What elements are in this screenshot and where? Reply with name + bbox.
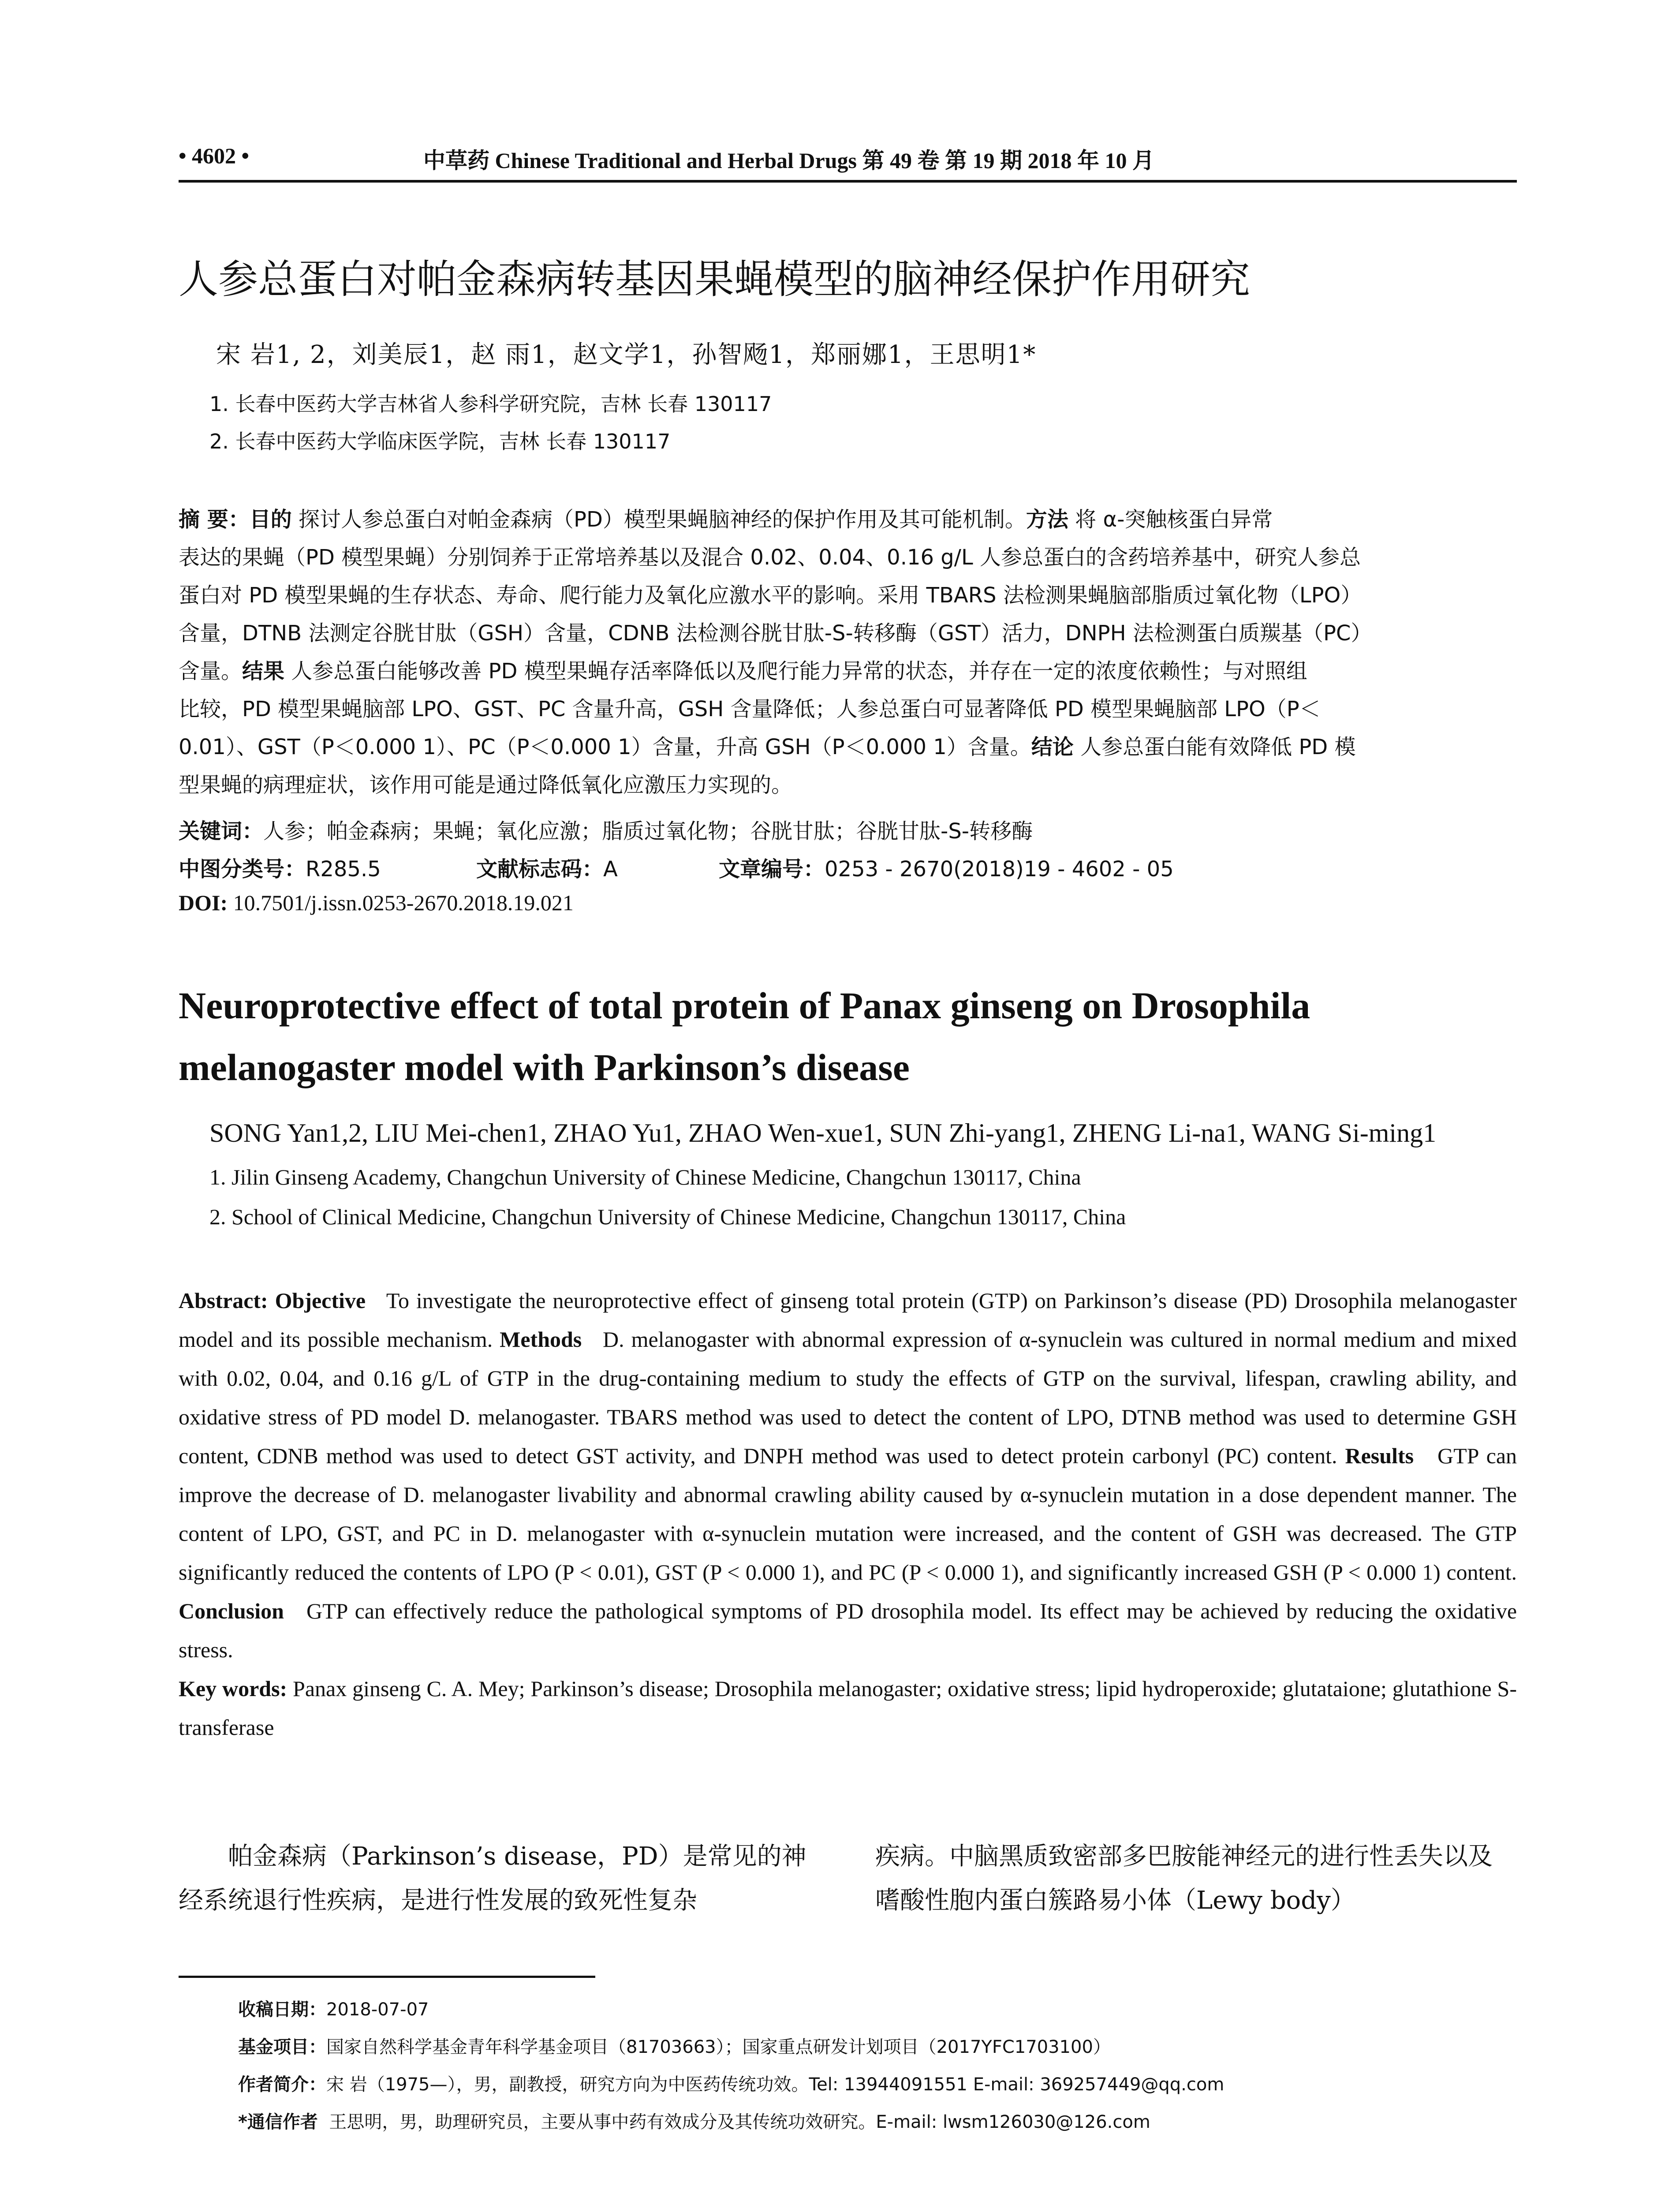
en-keywords-text: Panax ginseng C. A. Mey; Parkinson’s disease; Drosophila melanogaster; oxidative stress; lipid hydroperoxide; glutataione; glutathione S-transferase	[179, 1676, 1517, 1740]
body-paragraph: 疾病。中脑黑质致密部多巴胺能神经元的进行性丢失以及嗜酸性胞内蛋白簇路易小体（Lewy body）	[875, 1842, 1493, 1915]
en-results-text: GTP can improve the decrease of D. melanogaster livability and abnormal crawling ability caused by α-synuclein mutation in a dose dependent manner. The content of LPO, GST, and PC in D. melanogaster with α-synuclein mutation were increased, and the content of GSH was decreased. The GTP significantly reduced the contents of LPO (P < 0.01), GST (P < 0.000 1), and PC (P < 0.000 1), and significantly increased GSH (P < 0.000 1) content.	[179, 1443, 1517, 1585]
cn-keywords-label: 关键词：	[179, 819, 264, 844]
en-title: Neuroprotective effect of total protein of Panax ginseng on Drosophila melanogaster model with Parkinson’s disease	[179, 984, 1310, 1088]
cn-abstract-line-1	[179, 506, 1517, 533]
cn-clc	[179, 852, 381, 882]
cn-clc-label: 中图分类号：	[179, 857, 306, 882]
cn-clc-value: R285.5	[306, 857, 381, 882]
cn-abstract-text: 探讨人参总蛋白对帕金森病（PD）模型果蝇脑神经的保护作用及其可能机制。	[291, 507, 1026, 532]
cn-article-no-label: 文章编号：	[719, 857, 825, 882]
cn-affiliation-1: 1. 长春中医药大学吉林省人参科学研究院，吉林 长春 130117	[209, 392, 772, 416]
cn-abstract-text: 含量。	[179, 659, 243, 684]
footnote-author-label: 作者简介：	[238, 2074, 326, 2095]
body-left-column	[179, 1835, 820, 1923]
footnote-fund	[238, 2033, 1111, 2058]
cn-keywords-text: 人参；帕金森病；果蝇；氧化应激；脂质过氧化物；谷胱甘肽；谷胱甘肽-S-转移酶	[263, 819, 1033, 844]
en-authors: SONG Yan1,2, LIU Mei-chen1, ZHAO Yu1, ZHAO Wen-xue1, SUN Zhi-yang1, ZHENG Li-na1, WANG Si-ming1	[209, 1118, 1437, 1147]
page-number: • 4602 •	[179, 143, 250, 168]
footnote-corresponding-value: 王思明，男，助理研究员，主要从事中药有效成分及其传统功效研究。E-mail: lwsm126030@126.com	[329, 2112, 1150, 2132]
en-abstract-label: Abstract: Objective	[179, 1288, 366, 1313]
cn-doc-code-value: A	[603, 857, 618, 882]
en-keywords	[179, 1669, 1517, 1747]
cn-affiliation-2: 2. 长春中医药大学临床医学院，吉林 长春 130117	[209, 430, 671, 453]
en-methods-text: D. melanogaster with abnormal expression of α-synuclein was cultured in normal medium and mixed with 0.02, 0.04, and 0.16 g/L of GTP in the drug-containing medium to study the effects of GTP on the survival, lifespan, crawling ability, and oxidative stress of PD model D. melanogaster. TBARS method was used to detect the content of LPO, DTNB method was used to determine GSH content, CDNB method was used to detect GST activity, and DNPH method was used to detect protein carbonyl (PC) content.	[179, 1327, 1517, 1468]
cn-abstract-text: 0.01）、GST（P＜0.000 1）、PC（P＜0.000 1）含量，升高 GSH（P＜0.000 1）含量。	[179, 735, 1031, 759]
cn-abstract-line-3: 蛋白对 PD 模型果蝇的生存状态、寿命、爬行能力及氧化应激水平的影响。采用 TBARS 法检测果蝇脑部脂质过氧化物（LPO）	[179, 583, 1362, 608]
en-methods-label: Methods	[500, 1327, 582, 1352]
footnote-author-value: 宋 岩（1975—），男，副教授，研究方向为中医药传统功效。Tel: 13944091551 E-mail: 369257449@qq.com	[326, 2074, 1225, 2095]
en-affiliation-1: 1. Jilin Ginseng Academy, Changchun University of Chinese Medicine, Changchun 130117, China	[209, 1165, 1081, 1189]
cn-abstract-line-6: 比较，PD 模型果蝇脑部 LPO、GST、PC 含量升高，GSH 含量降低；人参总蛋白可显著降低 PD 模型果蝇脑部 LPO（P＜	[179, 697, 1321, 721]
footnote-received-value: 2018-07-07	[326, 1999, 429, 2020]
cn-objective-label: 目的	[249, 507, 292, 532]
en-abstract	[179, 1281, 1517, 1747]
en-affiliation-2: 2. School of Clinical Medicine, Changchun University of Chinese Medicine, Changchun 130117, China	[209, 1204, 1126, 1229]
cn-abstract-line-8: 型果蝇的病理症状，该作用可能是通过降低氧化应激压力实现的。	[179, 773, 793, 797]
running-header	[179, 140, 1517, 183]
en-objective-text: To investigate the neuroprotective effect of ginseng total protein (GTP) on Parkinson’s disease (PD) Drosophila melanogaster model and its possible mechanism.	[179, 1288, 1517, 1352]
cn-methods-label: 方法	[1026, 507, 1068, 532]
cn-doc-code-label: 文献标志码：	[476, 857, 604, 882]
footnote-author	[238, 2070, 1224, 2096]
cn-doi-label: DOI:	[179, 890, 228, 915]
en-abstract-paragraph	[179, 1281, 1517, 1669]
footnote-fund-value: 国家自然科学基金青年科学基金项目（81703663）；国家重点研发计划项目（2017YFC1703100）	[326, 2037, 1111, 2057]
cn-doi-value: 10.7501/j.issn.0253-2670.2018.19.021	[233, 890, 574, 915]
footnote-received-label: 收稿日期：	[238, 1999, 326, 2020]
body-right-column	[875, 1835, 1517, 1923]
footnote-fund-label: 基金项目：	[238, 2037, 326, 2057]
cn-conclusion-label: 结论	[1031, 735, 1074, 759]
footnote-rule	[179, 1976, 595, 1978]
cn-authors: 宋 岩1, 2，刘美辰1，赵 雨1，赵文学1，孙智飏1，郑丽娜1，王思明1*	[216, 340, 1037, 369]
cn-title: 人参总蛋白对帕金森病转基因果蝇模型的脑神经保护作用研究	[179, 256, 1250, 303]
en-conclusion-label: Conclusion	[179, 1599, 284, 1623]
cn-doc-code	[476, 852, 618, 882]
cn-abstract-text: 人参总蛋白能有效降低 PD 模	[1073, 735, 1356, 759]
footnote-corresponding	[238, 2108, 1150, 2133]
footnote-corresponding-label: *通信作者	[238, 2112, 318, 2132]
cn-results-label: 结果	[242, 659, 285, 684]
en-conclusion-text: GTP can effectively reduce the pathological symptoms of PD drosophila model. Its effect may be achieved by reducing the oxidative stress.	[179, 1599, 1517, 1662]
footnote-received	[238, 1996, 429, 2021]
en-keywords-label: Key words:	[179, 1676, 287, 1701]
cn-article-no-value: 0253 - 2670(2018)19 - 4602 - 05	[825, 857, 1174, 882]
cn-keywords	[179, 814, 1033, 845]
cn-abstract-text: 人参总蛋白能够改善 PD 模型果蝇存活率降低以及爬行能力异常的状态，并存在一定的浓度依赖性；与对照组	[284, 659, 1307, 684]
cn-abstract-line-2: 表达的果蝇（PD 模型果蝇）分别饲养于正常培养基以及混合 0.02、0.04、0.16 g/L 人参总蛋白的含药培养基中，研究人参总	[179, 545, 1361, 570]
cn-abstract-label: 摘 要：	[179, 507, 250, 532]
body-paragraph: 帕金森病（Parkinson’s disease，PD）是常见的神经系统退行性疾病，是进行性发展的致死性复杂	[179, 1842, 806, 1915]
en-results-label: Results	[1345, 1443, 1414, 1468]
cn-abstract-line-4: 含量，DTNB 法测定谷胱甘肽（GSH）含量，CDNB 法检测谷胱甘肽-S-转移酶（GST）活力，DNPH 法检测蛋白质羰基（PC）	[179, 621, 1372, 646]
cn-doi	[179, 890, 574, 916]
cn-abstract-line-5	[179, 658, 1517, 684]
cn-abstract-line-7	[179, 734, 1517, 760]
cn-abstract-text: 将 α-突触核蛋白异常	[1068, 507, 1273, 532]
cn-article-no	[719, 852, 1174, 882]
journal-name: 中草药 Chinese Traditional and Herbal Drugs 第 49 卷 第 19 期 2018 年 10 月	[423, 148, 1154, 173]
